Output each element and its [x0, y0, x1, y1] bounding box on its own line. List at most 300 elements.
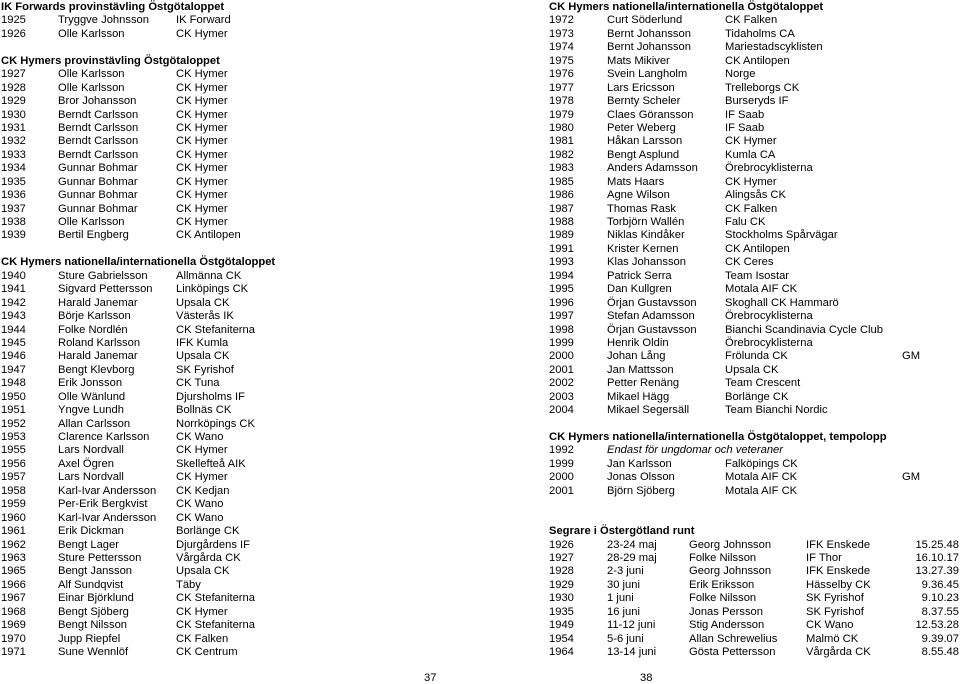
table-cell: 1945: [1, 336, 26, 349]
table-cell: Curt Söderlund: [607, 14, 683, 27]
table-row: [1, 149, 421, 162]
table-row: [549, 579, 960, 592]
table-row: [1, 350, 421, 363]
table-cell: 1964: [549, 646, 574, 658]
table-cell: Trelleborgs CK: [725, 81, 800, 94]
table-cell: Krister Kernen: [607, 242, 679, 255]
table-cell: CK Hymer: [176, 189, 228, 202]
table-row: [1, 592, 421, 605]
table-cell: Motala AIF CK: [725, 484, 798, 497]
table-cell: Berndt Carlsson: [58, 148, 139, 161]
table-cell: 1961: [1, 525, 26, 538]
table-cell: 1930: [549, 592, 574, 605]
table-row: [1, 471, 421, 484]
table-row: [549, 216, 960, 229]
table-row: [1, 418, 421, 431]
table-cell: CK Hymer: [176, 148, 228, 161]
table-row: [1, 606, 421, 619]
table-cell: CK Hymer: [176, 135, 228, 148]
tempo-note-row: [549, 444, 960, 457]
table-cell: Stig Andersson: [689, 619, 765, 632]
table-row: [1, 283, 421, 296]
table-row: [549, 297, 960, 310]
table-row: [1, 337, 421, 350]
table-cell: Bernty Scheler: [607, 95, 681, 108]
table-cell: Sune Wennlöf: [58, 646, 129, 658]
table-cell: 1929: [1, 95, 26, 108]
table-cell: Norrköpings CK: [176, 417, 255, 430]
table-cell: Jonas Persson: [689, 605, 764, 618]
table-row: [1, 364, 421, 377]
table-cell: 1928: [1, 81, 26, 94]
table-cell: Bertil Engberg: [58, 229, 129, 242]
table-row: [549, 619, 960, 632]
table-row: [549, 539, 960, 552]
table-row: [1, 512, 421, 525]
table-cell: 1979: [549, 108, 574, 121]
table-row: [549, 229, 960, 242]
table-cell: CK Stefaniterna: [176, 323, 255, 336]
table-cell: CK Stefaniterna: [176, 592, 255, 605]
table-row: [549, 606, 960, 619]
table-cell: CK Antilopen: [725, 242, 790, 255]
table-cell: Claes Göransson: [607, 108, 694, 121]
table-cell: 1995: [549, 283, 574, 296]
table-cell: 1946: [1, 350, 26, 363]
table-cell: 1953: [1, 431, 26, 443]
table-cell: CK Falken: [176, 632, 229, 645]
table-cell: Karl-Ivar Andersson: [58, 511, 157, 524]
table-row: [549, 256, 960, 269]
table-cell: 1925: [1, 14, 26, 27]
table-cell: SK Fyrishof: [806, 592, 864, 605]
table-cell: 1931: [1, 121, 26, 134]
table-cell: 1998: [549, 323, 574, 336]
forward-section-title: IK Forwards provinstävling Östgötaloppet: [1, 1, 225, 13]
table-cell: Sigvard Pettersson: [58, 283, 153, 296]
table-cell: 1932: [1, 135, 26, 148]
table-cell: 1962: [1, 538, 26, 551]
table-cell: Harald Janemar: [58, 350, 138, 363]
table-cell: Lars Nordvall: [58, 444, 124, 457]
table-cell: 1975: [549, 54, 574, 67]
table-row: [1, 14, 421, 27]
table-cell: 1937: [1, 202, 26, 215]
table-cell: IFK Enskede: [806, 538, 871, 551]
table-row: [1, 176, 421, 189]
table-row: [549, 485, 960, 498]
table-cell: 1991: [549, 242, 574, 255]
table-cell: 1933: [1, 148, 26, 161]
table-row: [549, 364, 960, 377]
table-cell: Svein Langholm: [607, 68, 688, 81]
hymers-national-results-table: [1, 270, 421, 660]
table-cell: Börje Karlsson: [58, 310, 131, 323]
table-cell: 1952: [1, 417, 26, 430]
table-row: [549, 149, 960, 162]
table-cell: CK Wano: [176, 511, 224, 524]
table-cell: Patrick Serra: [607, 269, 672, 282]
table-row: [1, 297, 421, 310]
left-page: [1, 1, 421, 659]
table-cell: 1972: [549, 14, 574, 27]
table-cell: CK Antilopen: [176, 229, 241, 242]
table-cell: Hässelby CK: [806, 578, 871, 591]
table-cell: Georg Johnsson: [689, 565, 772, 578]
table-cell: Falu CK: [725, 216, 766, 228]
table-cell: 1999: [549, 336, 574, 349]
table-cell: Håkan Larsson: [607, 135, 683, 148]
table-cell: Lars Ericsson: [607, 81, 675, 94]
table-cell: 1989: [549, 229, 574, 242]
table-cell: CK Hymer: [176, 81, 228, 94]
table-cell: Folke Nilsson: [689, 592, 757, 605]
table-cell: 1970: [1, 632, 26, 645]
table-cell: 2003: [549, 390, 574, 403]
table-row: [1, 498, 421, 511]
table-cell: 9.39.07: [921, 632, 959, 645]
table-cell: 1935: [1, 175, 26, 188]
table-cell: Jan Mattsson: [607, 363, 674, 376]
table-cell: Kumla CA: [725, 148, 776, 161]
table-row: [1, 565, 421, 578]
table-cell: 1993: [549, 256, 574, 269]
table-cell: Bror Johansson: [58, 95, 137, 108]
table-cell: Sture Pettersson: [58, 551, 142, 564]
table-cell: Karl-Ivar Andersson: [58, 484, 157, 497]
table-cell: 13.27.39: [915, 565, 959, 578]
table-row: [1, 270, 421, 283]
table-row: [1, 28, 421, 41]
table-cell: Peter Weberg: [607, 121, 676, 134]
table-cell: Borlänge CK: [725, 390, 789, 403]
table-cell: CK Hymer: [176, 121, 228, 134]
table-row: [1, 391, 421, 404]
table-cell: IFK Kumla: [176, 336, 229, 349]
table-cell: 1994: [549, 269, 574, 282]
segrare-results-table: [549, 539, 960, 660]
table-cell: Skellefteå AIK: [176, 457, 246, 470]
table-row: [549, 404, 960, 417]
table-cell: SK Fyrishof: [806, 605, 864, 618]
table-cell: CK Hymer: [176, 108, 228, 121]
table-cell: Georg Johnsson: [689, 538, 772, 551]
table-cell: 1980: [549, 121, 574, 134]
table-cell: Einar Björklund: [58, 592, 134, 605]
table-cell: 1997: [549, 310, 574, 323]
table-cell: Torbjörn Wallén: [607, 216, 685, 228]
table-cell: Harald Janemar: [58, 296, 138, 309]
table-cell: Gunnar Bohmar: [58, 162, 138, 175]
table-cell: CK Hymer: [176, 175, 228, 188]
table-cell: CK Tuna: [176, 377, 220, 390]
table-row: [1, 122, 421, 135]
table-row: [1, 539, 421, 552]
table-cell: Örebrocyklisterna: [725, 310, 813, 323]
table-row: [549, 270, 960, 283]
table-cell: 1942: [1, 296, 26, 309]
table-cell: 1941: [1, 283, 26, 296]
table-cell: Alf Sundqvist: [58, 578, 124, 591]
table-cell: Alingsås CK: [725, 189, 786, 202]
table-cell: Motala AIF CK: [725, 471, 798, 484]
table-row: [549, 646, 960, 659]
table-cell: 9.10.23: [921, 592, 959, 605]
table-cell: Berndt Carlsson: [58, 121, 139, 134]
table-cell: IFK Enskede: [806, 565, 871, 578]
hymers-provins-results-table: [1, 68, 421, 243]
table-cell: Klas Johansson: [607, 256, 686, 269]
table-row: [549, 162, 960, 175]
table-cell: Agne Wilson: [607, 189, 670, 202]
table-row: [1, 431, 421, 444]
table-cell: 1957: [1, 471, 26, 484]
table-cell: Olle Karlsson: [58, 81, 125, 94]
table-cell: CK Hymer: [176, 68, 228, 81]
table-cell: Per-Erik Bergkvist: [58, 498, 148, 511]
table-cell: Roland Karlsson: [58, 336, 141, 349]
page-number-left: 37: [424, 672, 437, 684]
table-cell: 1929: [549, 578, 574, 591]
table-row: [549, 41, 960, 54]
table-cell: 1927: [1, 68, 26, 81]
table-row: [549, 283, 960, 296]
table-cell: 23-24 maj: [607, 538, 657, 551]
table-cell: 1987: [549, 202, 574, 215]
table-cell: Jan Karlsson: [607, 457, 672, 470]
table-row: [549, 243, 960, 256]
table-cell: Olle Karlsson: [58, 216, 125, 228]
table-cell: Erik Dickman: [58, 525, 124, 538]
table-row: [1, 82, 421, 95]
table-cell: Djurgårdens IF: [176, 538, 250, 551]
table-cell: Stockholms Spårvägar: [725, 229, 838, 242]
table-cell: Gunnar Bohmar: [58, 175, 138, 188]
table-row: [549, 310, 960, 323]
table-cell: 1927: [549, 551, 574, 564]
table-row: [549, 391, 960, 404]
table-cell: Borlänge CK: [176, 525, 240, 538]
table-cell: 1936: [1, 189, 26, 202]
table-cell: Dan Kullgren: [607, 283, 672, 296]
table-cell: 2001: [549, 484, 574, 497]
table-row: [549, 203, 960, 216]
table-cell: 2000: [549, 471, 574, 484]
table-cell: 16.10.17: [915, 551, 959, 564]
table-cell: Västerås IK: [176, 310, 234, 323]
table-row: [1, 203, 421, 216]
table-row: [1, 579, 421, 592]
table-cell: Tryggve Johnsson: [58, 14, 149, 27]
table-row: [549, 458, 960, 471]
table-row: [1, 633, 421, 646]
table-cell: 2-3 juni: [607, 565, 644, 578]
table-row: [1, 552, 421, 565]
table-row: [1, 646, 421, 659]
table-cell: 1944: [1, 323, 26, 336]
table-cell: Team Crescent: [725, 377, 801, 390]
table-cell: Allan Carlsson: [58, 417, 131, 430]
table-cell: Team Isostar: [725, 269, 790, 282]
table-cell: Upsala CK: [176, 350, 230, 363]
table-cell: Frölunda CK: [725, 350, 788, 363]
tempo-results-table: [549, 458, 960, 498]
table-cell: 1967: [1, 592, 26, 605]
table-cell: SK Fyrishof: [176, 363, 234, 376]
table-cell: Mariestadscyklisten: [725, 41, 823, 54]
table-cell: Skoghall CK Hammarö: [725, 296, 839, 309]
table-cell: Stefan Adamsson: [607, 310, 695, 323]
table-cell: Henrik Oldin: [607, 336, 669, 349]
table-cell: 5-6 juni: [607, 632, 644, 645]
table-cell: 1948: [1, 377, 26, 390]
table-cell: 1966: [1, 578, 26, 591]
table-cell: 2000: [549, 350, 574, 363]
table-cell: Motala AIF CK: [725, 283, 798, 296]
table-cell: CK Wano: [176, 431, 224, 443]
table-cell: Vårgårda CK: [806, 646, 871, 658]
table-cell: Linköpings CK: [176, 283, 249, 296]
table-cell: 1926: [1, 27, 26, 40]
table-cell: 28-29 maj: [607, 551, 657, 564]
table-cell: 11-12 juni: [607, 619, 656, 632]
table-cell: 1951: [1, 404, 26, 417]
table-cell: 1983: [549, 162, 574, 175]
table-cell: 1954: [549, 632, 574, 645]
table-cell: 1930: [1, 108, 26, 121]
table-cell: Bollnäs CK: [176, 404, 232, 417]
table-cell: Malmö CK: [806, 632, 859, 645]
table-cell: Bernt Johansson: [607, 27, 691, 40]
table-cell: 1 juni: [607, 592, 634, 605]
tempo-note-year: 1992: [549, 444, 574, 457]
table-cell: 1965: [1, 565, 26, 578]
table-cell: CK Hymer: [725, 135, 777, 148]
table-cell: Upsala CK: [725, 363, 779, 376]
table-cell: 1949: [549, 619, 574, 632]
table-cell: 1963: [1, 551, 26, 564]
table-cell: IK Forward: [176, 14, 231, 27]
table-cell: Bengt Jansson: [58, 565, 133, 578]
table-cell: 1999: [549, 457, 574, 470]
table-row: [549, 592, 960, 605]
table-cell: CK Stefaniterna: [176, 619, 255, 632]
table-cell: 1926: [549, 538, 574, 551]
table-row: [549, 68, 960, 81]
table-cell: Team Bianchi Nordic: [725, 404, 828, 417]
table-cell: Axel Ögren: [58, 457, 114, 470]
table-cell: Bengt Klevborg: [58, 363, 135, 376]
table-cell: CK Hymer: [176, 605, 228, 618]
table-row: [549, 95, 960, 108]
table-cell: 1981: [549, 135, 574, 148]
table-cell: GM: [902, 350, 921, 363]
table-cell: 8.37.55: [921, 605, 959, 618]
table-cell: 2004: [549, 404, 574, 417]
table-cell: Örjan Gustavsson: [607, 296, 697, 309]
table-row: [549, 189, 960, 202]
table-cell: CK Wano: [806, 619, 854, 632]
table-cell: Bernt Johansson: [607, 41, 691, 54]
table-cell: 1928: [549, 565, 574, 578]
table-cell: Petter Renäng: [607, 377, 680, 390]
table-row: [549, 28, 960, 41]
table-row: [549, 471, 960, 484]
table-cell: 1940: [1, 269, 26, 282]
table-cell: CK Hymer: [176, 162, 228, 175]
right-page: [549, 1, 960, 659]
table-row: [1, 444, 421, 457]
table-cell: CK Hymer: [176, 444, 228, 457]
table-row: [1, 324, 421, 337]
table-row: [1, 189, 421, 202]
table-row: [549, 337, 960, 350]
table-row: [549, 633, 960, 646]
table-cell: Berndt Carlsson: [58, 135, 139, 148]
table-cell: 1939: [1, 229, 26, 242]
table-cell: 1955: [1, 444, 26, 457]
table-row: [549, 552, 960, 565]
table-row: [549, 565, 960, 578]
hymers-provins-section-title: CK Hymers provinstävling Östgötaloppet: [1, 54, 220, 67]
table-cell: 1968: [1, 605, 26, 618]
table-cell: Björn Sjöberg: [607, 484, 675, 497]
table-cell: 1943: [1, 310, 26, 323]
table-cell: CK Falken: [725, 14, 778, 27]
table-cell: 1950: [1, 390, 26, 403]
table-row: [1, 68, 421, 81]
table-cell: Mikael Hägg: [607, 390, 670, 403]
table-cell: 1988: [549, 216, 574, 228]
table-cell: Upsala CK: [176, 296, 230, 309]
tempo-section-title: CK Hymers nationella/internationella Östgötaloppet, tempolopp: [549, 431, 887, 443]
table-cell: Bengt Asplund: [607, 148, 680, 161]
table-cell: 1947: [1, 363, 26, 376]
table-cell: 15.25.48: [915, 538, 959, 551]
continued-section-title: CK Hymers nationella/internationella Östgötaloppet: [549, 1, 824, 13]
table-cell: 1971: [1, 646, 26, 658]
table-cell: Thomas Rask: [607, 202, 677, 215]
table-cell: Bengt Lager: [58, 538, 119, 551]
table-cell: 1976: [549, 68, 574, 81]
table-cell: 1958: [1, 484, 26, 497]
table-cell: IF Thor: [806, 551, 842, 564]
table-cell: 1969: [1, 619, 26, 632]
table-cell: Jonas Olsson: [607, 471, 675, 484]
table-cell: Bengt Sjöberg: [58, 605, 129, 618]
table-cell: 1960: [1, 511, 26, 524]
table-cell: 1978: [549, 95, 574, 108]
table-cell: 1986: [549, 189, 574, 202]
table-cell: Mats Haars: [607, 175, 665, 188]
table-cell: 1935: [549, 605, 574, 618]
table-cell: Bianchi Scandinavia Cycle Club: [725, 323, 883, 336]
table-cell: CK Hymer: [176, 216, 228, 228]
table-cell: Täby: [176, 578, 201, 591]
table-row: [1, 619, 421, 632]
table-cell: Örebrocyklisterna: [725, 162, 813, 175]
table-cell: 30 juni: [607, 578, 640, 591]
table-cell: Sture Gabrielsson: [58, 269, 148, 282]
table-cell: 16 juni: [607, 605, 640, 618]
table-cell: Upsala CK: [176, 565, 230, 578]
table-row: [1, 95, 421, 108]
table-cell: 2002: [549, 377, 574, 390]
table-row: [549, 324, 960, 337]
forward-results-table: [1, 14, 421, 41]
table-cell: Lars Nordvall: [58, 471, 124, 484]
table-row: [1, 162, 421, 175]
